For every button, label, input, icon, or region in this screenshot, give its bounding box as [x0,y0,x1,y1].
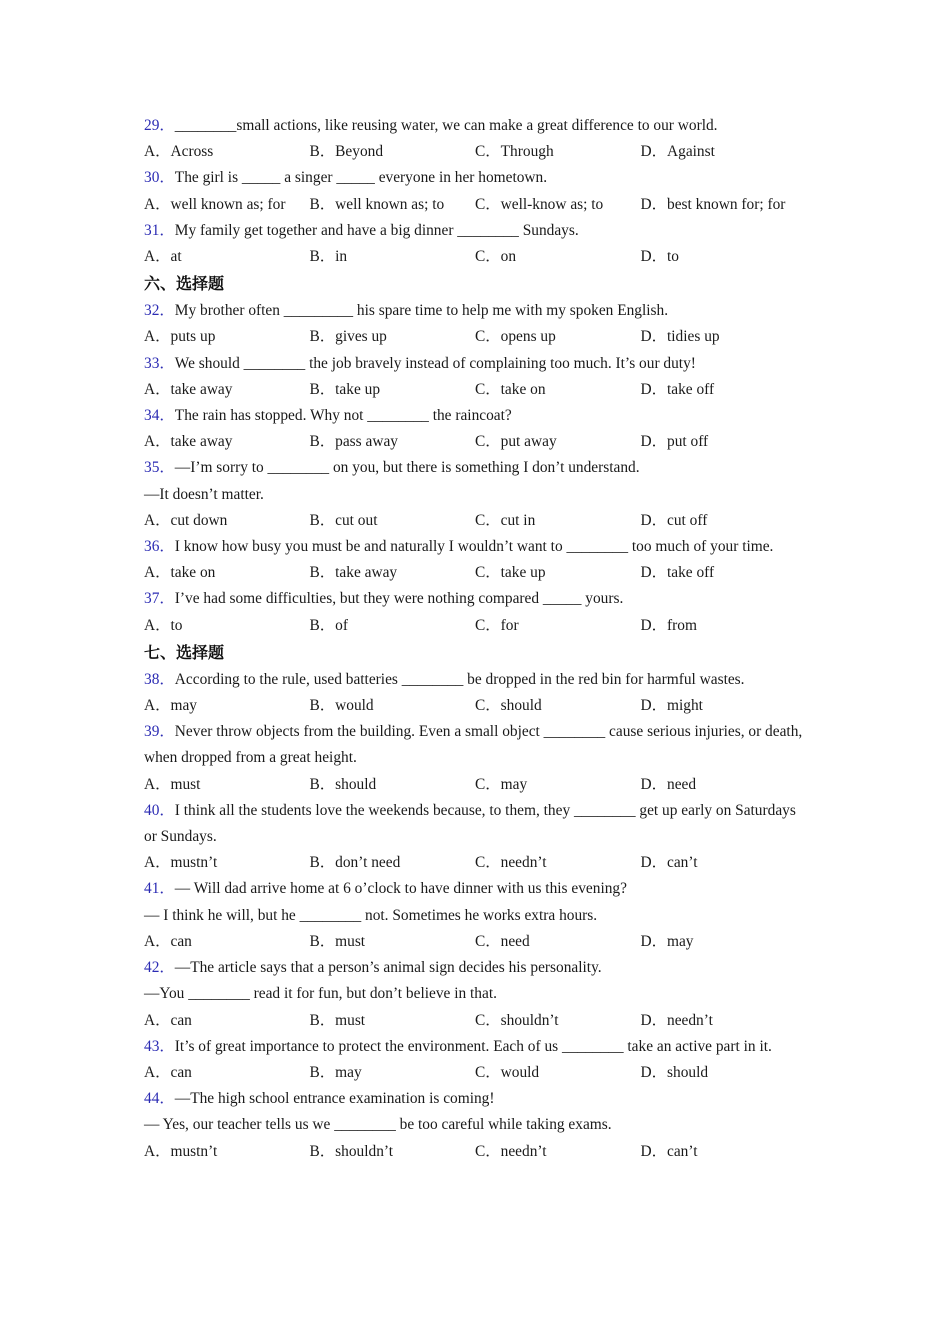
answer-option[interactable]: C．should [475,697,542,715]
answer-option[interactable]: D．to [640,248,679,266]
question [144,955,806,1034]
answer-options [144,508,806,534]
question-text: ________small actions, like reusing water, we can make a great difference to our world. [174,117,718,134]
answer-option[interactable]: C．on [475,248,517,266]
question-number: 43． [144,1037,175,1055]
answer-option[interactable]: B．pass away [309,433,398,451]
question-text: — Will dad arrive home at 6 o’clock to have dinner with us this evening? [174,880,627,898]
question-number: 44． [144,1090,175,1108]
answer-options [144,693,806,719]
question-stem [144,876,806,902]
answer-options [144,244,806,270]
answer-option[interactable]: C．may [475,775,528,793]
answer-option[interactable]: D．put off [640,433,709,451]
question-stem [144,113,806,139]
answer-option[interactable]: B．cut out [309,511,378,529]
question-number: 41． [144,880,175,898]
answer-option[interactable]: B．don’t need [309,854,401,872]
question-number: 30． [144,169,175,187]
answer-options [144,772,806,798]
answer-option[interactable]: B．gives up [309,328,387,346]
answer-option[interactable]: C．needn’t [475,854,547,872]
answer-options [144,1060,806,1086]
question-text: My brother often _________ his spare time to help me with my spoken English. [174,302,669,320]
answer-option[interactable]: C．cut in [475,511,536,529]
question-stem [144,1034,806,1060]
question-number: 38． [144,670,175,688]
answer-option[interactable]: D．might [640,697,703,715]
answer-option[interactable]: B．well known as; to [309,195,445,213]
answer-option[interactable]: C．put away [475,433,557,451]
answer-option[interactable]: A．may [144,697,198,715]
answer-options [144,139,806,165]
question-number: 34． [144,407,175,425]
question-number: 31． [144,221,175,239]
question [144,719,806,798]
answer-option[interactable]: D．should [640,1063,709,1081]
answer-option[interactable]: D．tidies up [640,328,720,346]
question [144,165,806,217]
question-text: —The article says that a person’s animal sign decides his personality. [174,959,602,977]
question-text: —I’m sorry to ________ on you, but there is something I don’t understand. [174,459,640,477]
answer-options [144,560,806,586]
answer-option[interactable]: D．may [640,932,694,950]
answer-option[interactable]: D．need [640,775,697,793]
answer-options [144,192,806,218]
question-number: 37． [144,590,175,608]
answer-option[interactable]: D．can’t [640,854,698,872]
question-number: 39． [144,723,175,741]
answer-option[interactable]: B．shouldn’t [309,1142,394,1160]
question-stem [144,403,806,429]
answer-option[interactable]: D．cut off [640,511,708,529]
question [144,876,806,955]
section-heading: 六、选择题 [144,274,225,294]
question-number: 35． [144,459,175,477]
answer-options [144,929,806,955]
question-stem [144,719,806,771]
question-stem [144,455,806,481]
answer-option[interactable]: B．take up [309,380,381,398]
dialogue-line: —It doesn’t matter. [144,485,264,503]
question-text: Never throw objects from the building. Even a small object ________ cause serious injuries, or death, when dropped from a great height. [144,723,803,767]
section-heading: 七、选择题 [144,642,225,662]
question-number: 33． [144,354,175,372]
answer-option[interactable]: A．cut down [144,511,228,529]
question-text: The rain has stopped. Why not ________ the raincoat? [174,407,512,425]
answer-option[interactable]: D．can’t [640,1142,698,1160]
question-text: It’s of great importance to protect the environment. Each of us ________ take an active part in it. [174,1037,772,1055]
answer-option[interactable]: A．mustn’t [144,854,218,872]
answer-options [144,613,806,639]
answer-option[interactable]: C．Through [475,143,554,161]
answer-option[interactable]: B．in [309,248,348,266]
question-stem [144,667,806,693]
question-stem [144,298,806,324]
question [144,798,806,877]
answer-option[interactable]: C．take on [475,380,546,398]
answer-option[interactable]: B．Beyond [309,143,384,161]
question [144,1086,806,1165]
answer-option[interactable]: A．take on [144,564,216,582]
question-text: According to the rule, used batteries ________ be dropped in the red bin for harmful wastes. [174,670,745,688]
answer-option[interactable]: C．would [475,1063,540,1081]
answer-option[interactable]: C．for [475,616,519,634]
answer-options [144,1008,806,1034]
answer-option[interactable]: D．take off [640,564,715,582]
answer-option[interactable]: D．needn’t [640,1011,713,1029]
question [144,403,806,455]
answer-option[interactable]: A．can [144,932,192,950]
answer-option[interactable]: B．should [309,775,377,793]
answer-option[interactable]: D．Against [640,143,715,161]
answer-option[interactable]: D．take off [640,380,715,398]
answer-option[interactable]: D．from [640,616,697,634]
answer-option[interactable]: C．need [475,932,530,950]
answer-options [144,429,806,455]
answer-option[interactable]: A．to [144,616,183,634]
question-stem [144,798,806,850]
answer-option[interactable]: D．best known for; for [640,195,786,213]
question-stem [144,165,806,191]
question [144,667,806,719]
answer-option[interactable]: B．must [309,932,366,950]
answer-option[interactable]: A．well known as; for [144,195,286,213]
question-stem [144,955,806,981]
question [144,218,806,270]
question [144,351,806,403]
answer-option[interactable]: C．needn’t [475,1142,547,1160]
question-stem [144,218,806,244]
question [144,455,806,534]
answer-options [144,377,806,403]
question-stem [144,351,806,377]
exercise-page [144,113,806,1165]
answer-options [144,324,806,350]
dialogue-line: —You ________ read it for fun, but don’t believe in that. [144,985,497,1003]
question-stem [144,586,806,612]
answer-option[interactable]: B．must [309,1011,366,1029]
answer-option[interactable]: B．may [309,1063,362,1081]
question-stem [144,534,806,560]
question [144,113,806,165]
question [144,1034,806,1086]
dialogue-line: — Yes, our teacher tells us we ________ be too careful while taking exams. [144,1116,612,1134]
question-text: I’ve had some difficulties, but they were nothing compared _____ yours. [174,590,624,608]
answer-option[interactable]: C．take up [475,564,546,582]
question-number: 29． [144,117,175,134]
answer-option[interactable]: B．take away [309,564,398,582]
question-number: 40． [144,801,175,819]
answer-option[interactable]: C．well-know as; to [475,195,604,213]
question [144,298,806,350]
question-stem [144,1086,806,1112]
answer-option[interactable]: A．mustn’t [144,1142,218,1160]
question-number: 32． [144,302,175,320]
answer-option[interactable]: B．would [309,697,374,715]
question-number: 36． [144,538,175,556]
question-text: We should ________ the job bravely instead of complaining too much. It’s our duty! [174,354,696,372]
question-text: The girl is _____ a singer _____ everyone in her hometown. [174,169,548,187]
answer-option[interactable]: A．Across [144,143,214,161]
question-text: My family get together and have a big dinner ________ Sundays. [174,221,579,239]
answer-options [144,850,806,876]
question-text: I think all the students love the weekends because, to them, they ________ get up early on Saturdays or Sundays. [144,801,796,846]
question-number: 42． [144,959,175,977]
answer-option[interactable]: C．shouldn’t [475,1011,559,1029]
answer-options [144,1139,806,1165]
question [144,534,806,586]
answer-option[interactable]: A．at [144,248,182,266]
answer-option[interactable]: A．take away [144,433,233,451]
answer-option[interactable]: C．opens up [475,328,556,346]
dialogue-line: — I think he will, but he ________ not. Sometimes he works extra hours. [144,906,598,924]
answer-option[interactable]: A．puts up [144,328,216,346]
question [144,586,806,638]
answer-option[interactable]: A．can [144,1063,192,1081]
question-text: —The high school entrance examination is coming! [174,1090,495,1108]
answer-option[interactable]: A．can [144,1011,192,1029]
question-text: I know how busy you must be and naturally I wouldn’t want to ________ too much of your time. [174,538,774,556]
answer-option[interactable]: A．take away [144,380,233,398]
answer-option[interactable]: A．must [144,775,201,793]
answer-option[interactable]: B．of [309,616,348,634]
